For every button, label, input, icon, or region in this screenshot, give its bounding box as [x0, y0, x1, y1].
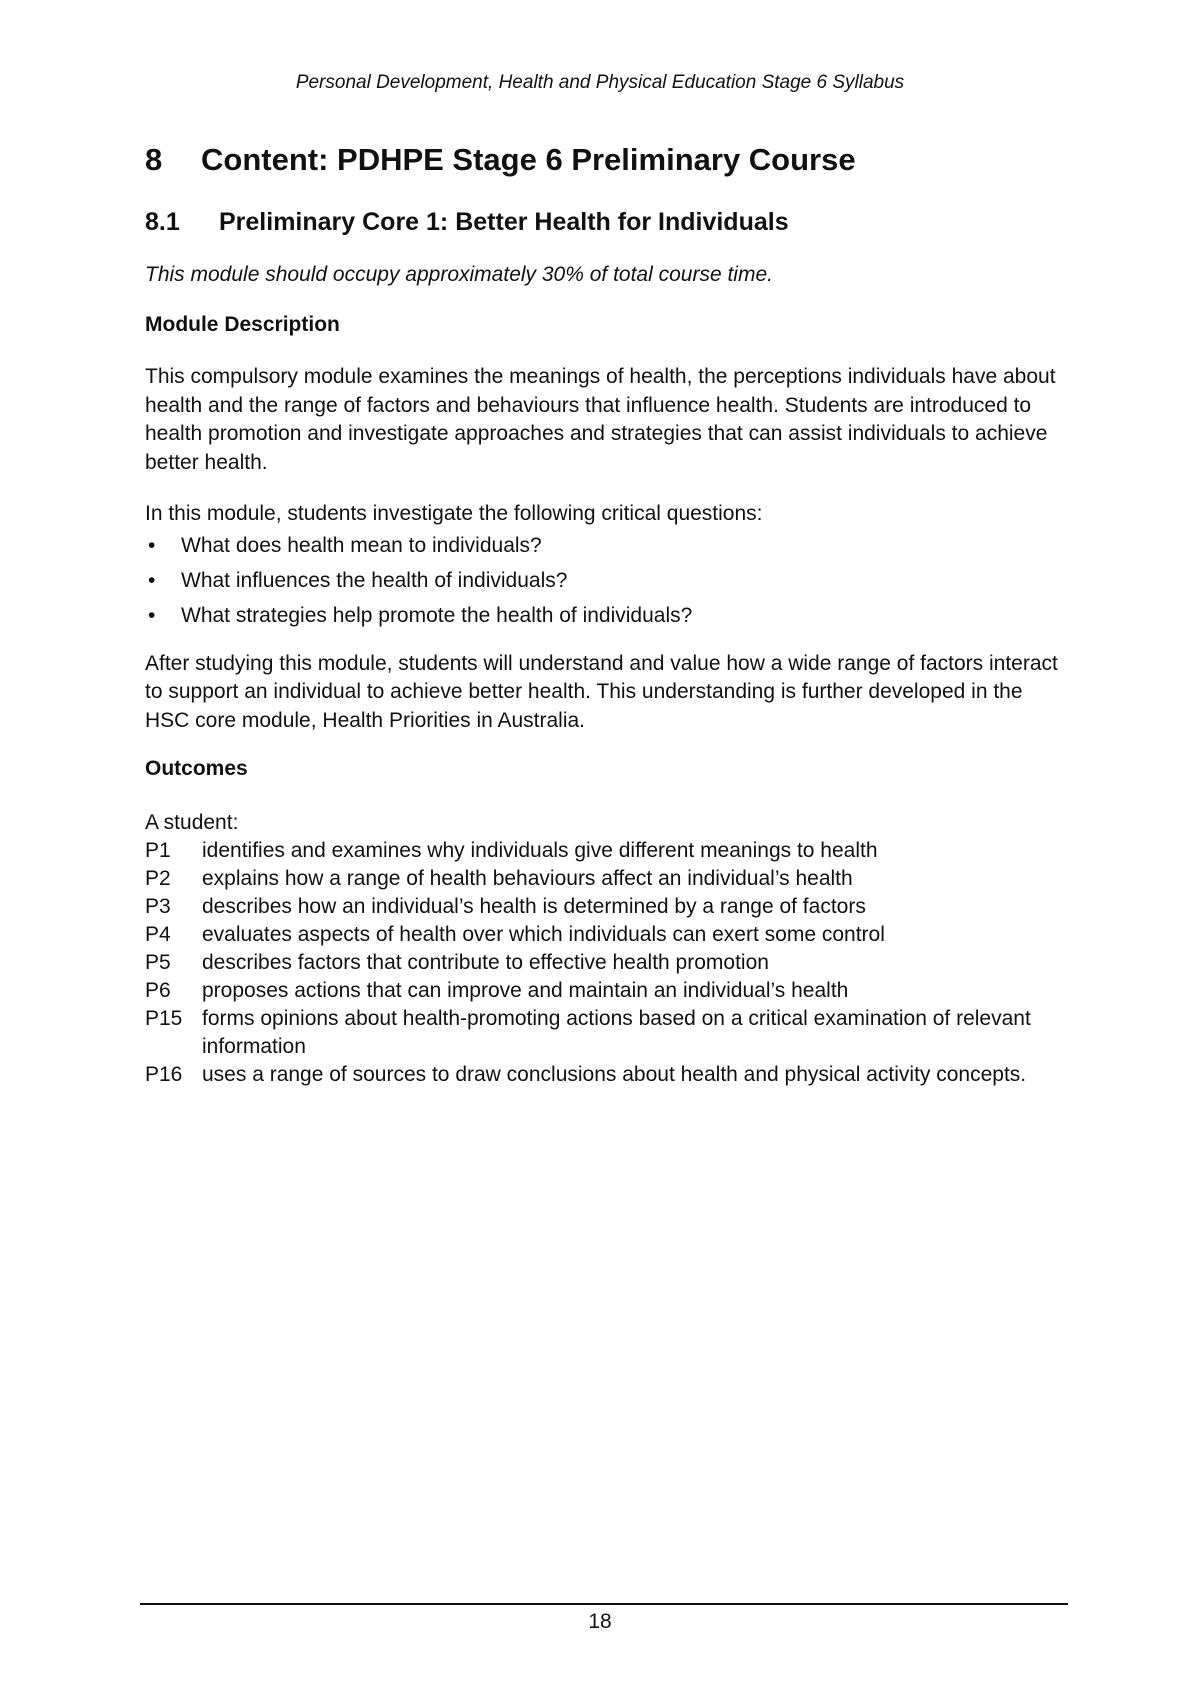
- outcome-item: [145, 949, 1065, 977]
- subsection-number: 8.1: [145, 208, 180, 236]
- running-header: Personal Development, Health and Physical Education Stage 6 Syllabus: [295, 72, 905, 93]
- outcome-code: P6: [145, 979, 171, 1002]
- bullet-icon: •: [148, 568, 156, 592]
- time-allocation-note: This module should occupy approximately 30% of total course time.: [145, 263, 773, 286]
- outcome-code: P4: [145, 923, 171, 946]
- list-item: [145, 532, 1065, 560]
- bullet-icon: •: [148, 533, 156, 557]
- outcome-item: [145, 865, 1065, 893]
- outcome-text: evaluates aspects of health over which individuals can exert some control: [202, 923, 885, 946]
- question-text: What influences the health of individuals?: [181, 568, 568, 592]
- list-item: [145, 602, 1065, 630]
- module-description-paragraph: This compulsory module examines the meanings of health, the perceptions individuals have about health and the range of factors and behaviours that influence health. Students are introduced to health promotion and investigate approaches and strategies that can assist individuals to achieve better health.: [145, 365, 1056, 474]
- subsection-heading: [145, 205, 1065, 239]
- outcome-code: P3: [145, 895, 171, 918]
- outcomes-heading: Outcomes: [145, 757, 248, 780]
- section-number: 8: [145, 142, 163, 177]
- outcome-text: describes factors that contribute to effective health promotion: [202, 951, 769, 974]
- outcome-code: P2: [145, 867, 171, 890]
- section-heading: [145, 140, 1065, 180]
- subsection-title: Preliminary Core 1: Better Health for Individuals: [219, 208, 789, 236]
- page-content: [145, 140, 1065, 1089]
- list-item: [145, 567, 1065, 595]
- critical-questions-list: [145, 532, 1065, 630]
- question-text: What does health mean to individuals?: [181, 533, 542, 557]
- outcome-text: forms opinions about health-promoting actions based on a critical examination of relevant information: [202, 1007, 1031, 1058]
- section-title: Content: PDHPE Stage 6 Preliminary Course: [201, 142, 856, 177]
- module-description-heading: Module Description: [145, 313, 340, 336]
- outcome-code: P5: [145, 951, 171, 974]
- footer-divider: [140, 1603, 1068, 1605]
- page-number: 18: [588, 1610, 612, 1633]
- critical-questions-intro: In this module, students investigate the following critical questions:: [145, 502, 763, 525]
- outcome-code: P16: [145, 1063, 183, 1086]
- outcomes-lead: A student:: [145, 811, 239, 834]
- outcome-item: [145, 893, 1065, 921]
- outcome-item: [145, 1005, 1065, 1061]
- outcome-item: [145, 921, 1065, 949]
- question-text: What strategies help promote the health of individuals?: [181, 603, 693, 627]
- outcome-text: identifies and examines why individuals give different meanings to health: [202, 839, 878, 862]
- outcome-text: explains how a range of health behaviours affect an individual’s health: [202, 867, 853, 890]
- outcome-code: P1: [145, 839, 171, 862]
- outcome-item: [145, 837, 1065, 865]
- bullet-icon: •: [148, 603, 156, 627]
- outcome-text: describes how an individual’s health is determined by a range of factors: [202, 895, 866, 918]
- outcome-item: [145, 977, 1065, 1005]
- module-closing-paragraph: After studying this module, students will understand and value how a wide range of factors interact to support an individual to achieve better health. This understanding is further developed in the HSC core module, Health Priorities in Australia.: [145, 651, 1058, 732]
- outcome-item: [145, 1061, 1065, 1089]
- outcomes-list: [145, 837, 1065, 1089]
- outcome-text: uses a range of sources to draw conclusions about health and physical activity concepts.: [202, 1063, 1027, 1086]
- outcome-text: proposes actions that can improve and maintain an individual’s health: [202, 979, 849, 1002]
- outcome-code: P15: [145, 1007, 183, 1030]
